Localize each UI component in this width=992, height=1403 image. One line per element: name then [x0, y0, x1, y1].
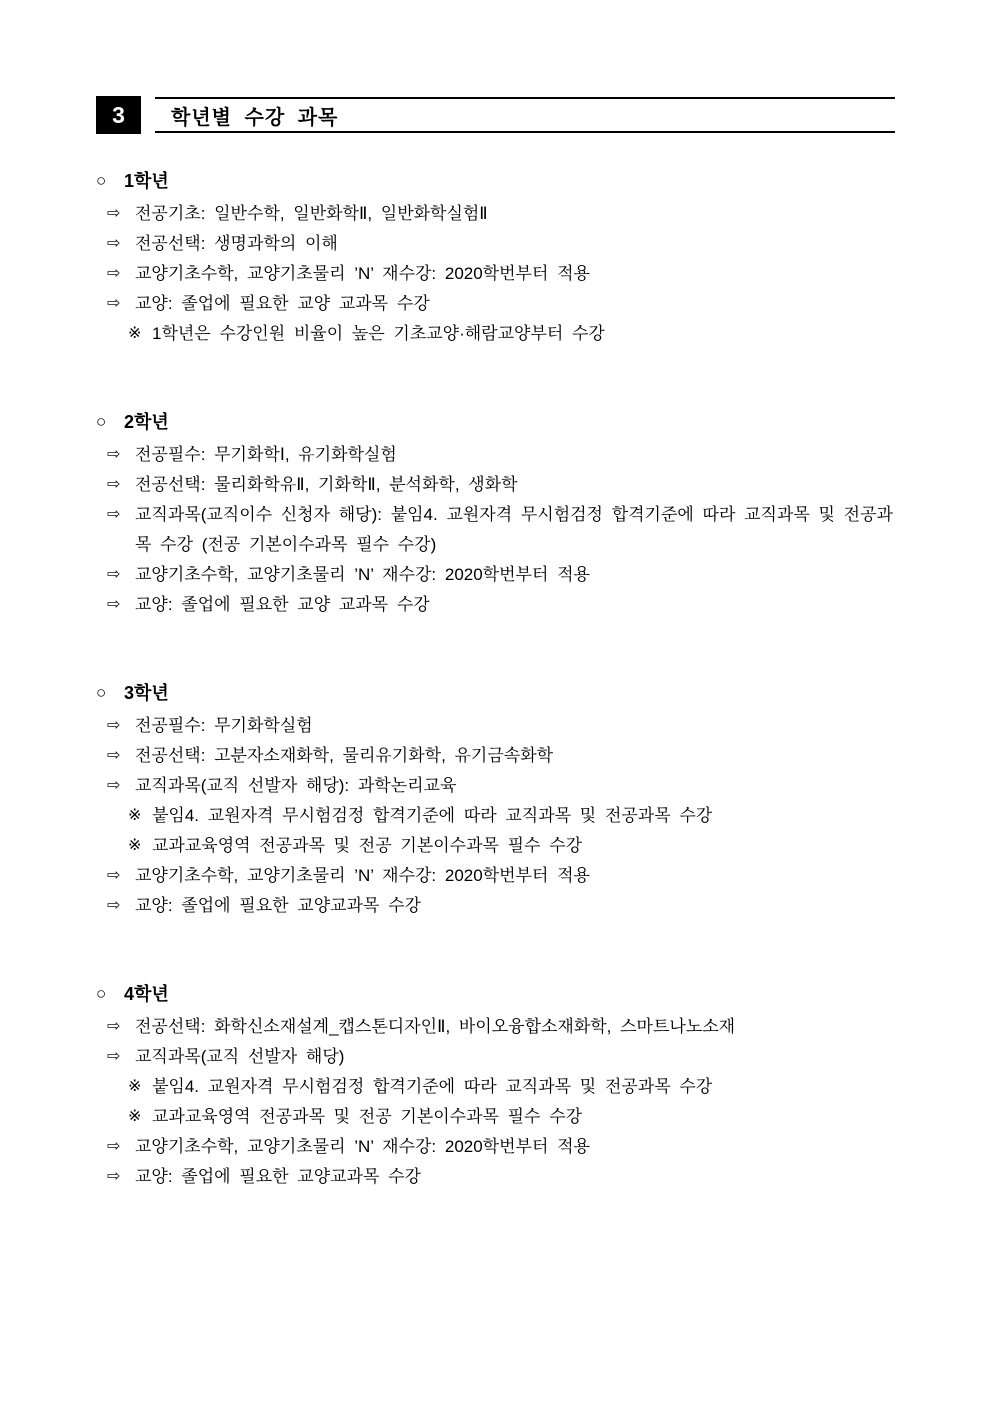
item-text: 전공기초: 일반수학, 일반화학Ⅱ, 일반화학실험Ⅱ [135, 204, 488, 223]
item-text: 교직과목(교직 선발자 해당): 과학논리교육 [135, 776, 457, 795]
arrow-bullet-icon: ⇨ [107, 596, 121, 613]
arrow-bullet-icon: ⇨ [107, 446, 121, 463]
note-item [96, 1072, 895, 1102]
note-item [96, 319, 895, 349]
item-text: 전공필수: 무기화학Ⅰ, 유기화학실험 [135, 445, 397, 464]
arrow-bullet-icon: ⇨ [107, 777, 121, 794]
arrow-bullet-icon: ⇨ [107, 1138, 121, 1155]
circle-bullet-icon: ○ [96, 683, 107, 702]
arrow-bullet-icon: ⇨ [107, 295, 121, 312]
course-item [96, 199, 895, 229]
item-text: 교양: 졸업에 필요한 교양교과목 수강 [135, 896, 421, 915]
arrow-bullet-icon: ⇨ [107, 1048, 121, 1065]
grade-heading [96, 981, 895, 1007]
item-text: 붙임4. 교원자격 무시험검정 합격기준에 따라 교직과목 및 전공과목 수강 [152, 1077, 713, 1096]
grade-section-3학년 [96, 680, 895, 921]
item-text: 교양: 졸업에 필요한 교양 교과목 수강 [135, 595, 430, 614]
arrow-bullet-icon: ⇨ [107, 747, 121, 764]
circle-bullet-icon: ○ [96, 412, 107, 431]
title-bar [155, 97, 895, 133]
course-item [96, 861, 895, 891]
course-item [96, 1012, 895, 1042]
course-item [96, 741, 895, 771]
grade-title: 1학년 [124, 171, 169, 191]
course-item [96, 1132, 895, 1162]
item-text: 교양기초수학, 교양기초물리 ’N’ 재수강: 2020학번부터 적용 [135, 1137, 590, 1156]
grade-heading [96, 168, 895, 194]
item-list [96, 199, 895, 349]
arrow-bullet-icon: ⇨ [107, 235, 121, 252]
course-item [96, 500, 895, 560]
item-text: 교양: 졸업에 필요한 교양교과목 수강 [135, 1167, 421, 1186]
course-item [96, 1042, 895, 1072]
section-header [96, 96, 895, 134]
item-text: 교과교육영역 전공과목 및 전공 기본이수과목 필수 수강 [152, 1107, 583, 1126]
course-item [96, 289, 895, 319]
item-list [96, 1012, 895, 1192]
arrow-bullet-icon: ⇨ [107, 506, 121, 523]
reference-mark-icon: ※ [128, 325, 142, 342]
grade-title: 2학년 [124, 412, 169, 432]
grade-section-4학년 [96, 981, 895, 1192]
circle-bullet-icon: ○ [96, 171, 107, 190]
item-text: 전공선택: 생명과학의 이해 [135, 234, 338, 253]
course-item [96, 560, 895, 590]
item-text: 교과교육영역 전공과목 및 전공 기본이수과목 필수 수강 [152, 836, 583, 855]
reference-mark-icon: ※ [128, 1108, 142, 1125]
arrow-bullet-icon: ⇨ [107, 867, 121, 884]
item-list [96, 440, 895, 620]
arrow-bullet-icon: ⇨ [107, 205, 121, 222]
arrow-bullet-icon: ⇨ [107, 566, 121, 583]
course-item [96, 229, 895, 259]
circle-bullet-icon: ○ [96, 984, 107, 1003]
item-text: 전공선택: 물리화학유Ⅱ, 기화학Ⅱ, 분석화학, 생화학 [135, 475, 518, 494]
item-text: 전공선택: 고분자소재화학, 물리유기화학, 유기금속화학 [135, 746, 554, 765]
course-item [96, 771, 895, 801]
arrow-bullet-icon: ⇨ [107, 897, 121, 914]
item-text: 붙임4. 교원자격 무시험검정 합격기준에 따라 교직과목 및 전공과목 수강 [152, 806, 713, 825]
content-area [96, 168, 895, 1192]
reference-mark-icon: ※ [128, 1078, 142, 1095]
note-item [96, 831, 895, 861]
item-text: 교직과목(교직이수 신청자 해당): 붙임4. 교원자격 무시험검정 합격기준에 따라 교직과목 및 전공과목 수강 (전공 기본이수과목 필수 수강) [135, 505, 893, 554]
section-number-badge: 3 [96, 96, 141, 134]
reference-mark-icon: ※ [128, 837, 142, 854]
item-text: 교양기초수학, 교양기초물리 ’N’ 재수강: 2020학번부터 적용 [135, 565, 590, 584]
item-text: 교직과목(교직 선발자 해당) [135, 1047, 345, 1066]
item-text: 전공선택: 화학신소재설계_캡스톤디자인Ⅱ, 바이오융합소재화학, 스마트나노소재 [135, 1017, 736, 1036]
course-item [96, 590, 895, 620]
course-item [96, 891, 895, 921]
arrow-bullet-icon: ⇨ [107, 717, 121, 734]
item-text: 전공필수: 무기화학실험 [135, 716, 313, 735]
grade-heading [96, 680, 895, 706]
grade-title: 3학년 [124, 683, 169, 703]
note-item [96, 1102, 895, 1132]
item-text: 교양기초수학, 교양기초물리 ’N’ 재수강: 2020학번부터 적용 [135, 264, 590, 283]
item-text: 1학년은 수강인원 비율이 높은 기초교양·해람교양부터 수강 [152, 324, 605, 343]
course-item [96, 470, 895, 500]
course-item [96, 259, 895, 289]
page-title: 학년별 수강 과목 [171, 106, 339, 129]
course-item [96, 440, 895, 470]
course-item [96, 711, 895, 741]
grade-heading [96, 409, 895, 435]
item-text: 교양기초수학, 교양기초물리 ’N’ 재수강: 2020학번부터 적용 [135, 866, 590, 885]
arrow-bullet-icon: ⇨ [107, 1018, 121, 1035]
arrow-bullet-icon: ⇨ [107, 1168, 121, 1185]
arrow-bullet-icon: ⇨ [107, 265, 121, 282]
item-list [96, 711, 895, 921]
reference-mark-icon: ※ [128, 807, 142, 824]
arrow-bullet-icon: ⇨ [107, 476, 121, 493]
note-item [96, 801, 895, 831]
grade-section-2학년 [96, 409, 895, 620]
grade-section-1학년 [96, 168, 895, 349]
course-item [96, 1162, 895, 1192]
grade-title: 4학년 [124, 984, 169, 1004]
item-text: 교양: 졸업에 필요한 교양 교과목 수강 [135, 294, 430, 313]
